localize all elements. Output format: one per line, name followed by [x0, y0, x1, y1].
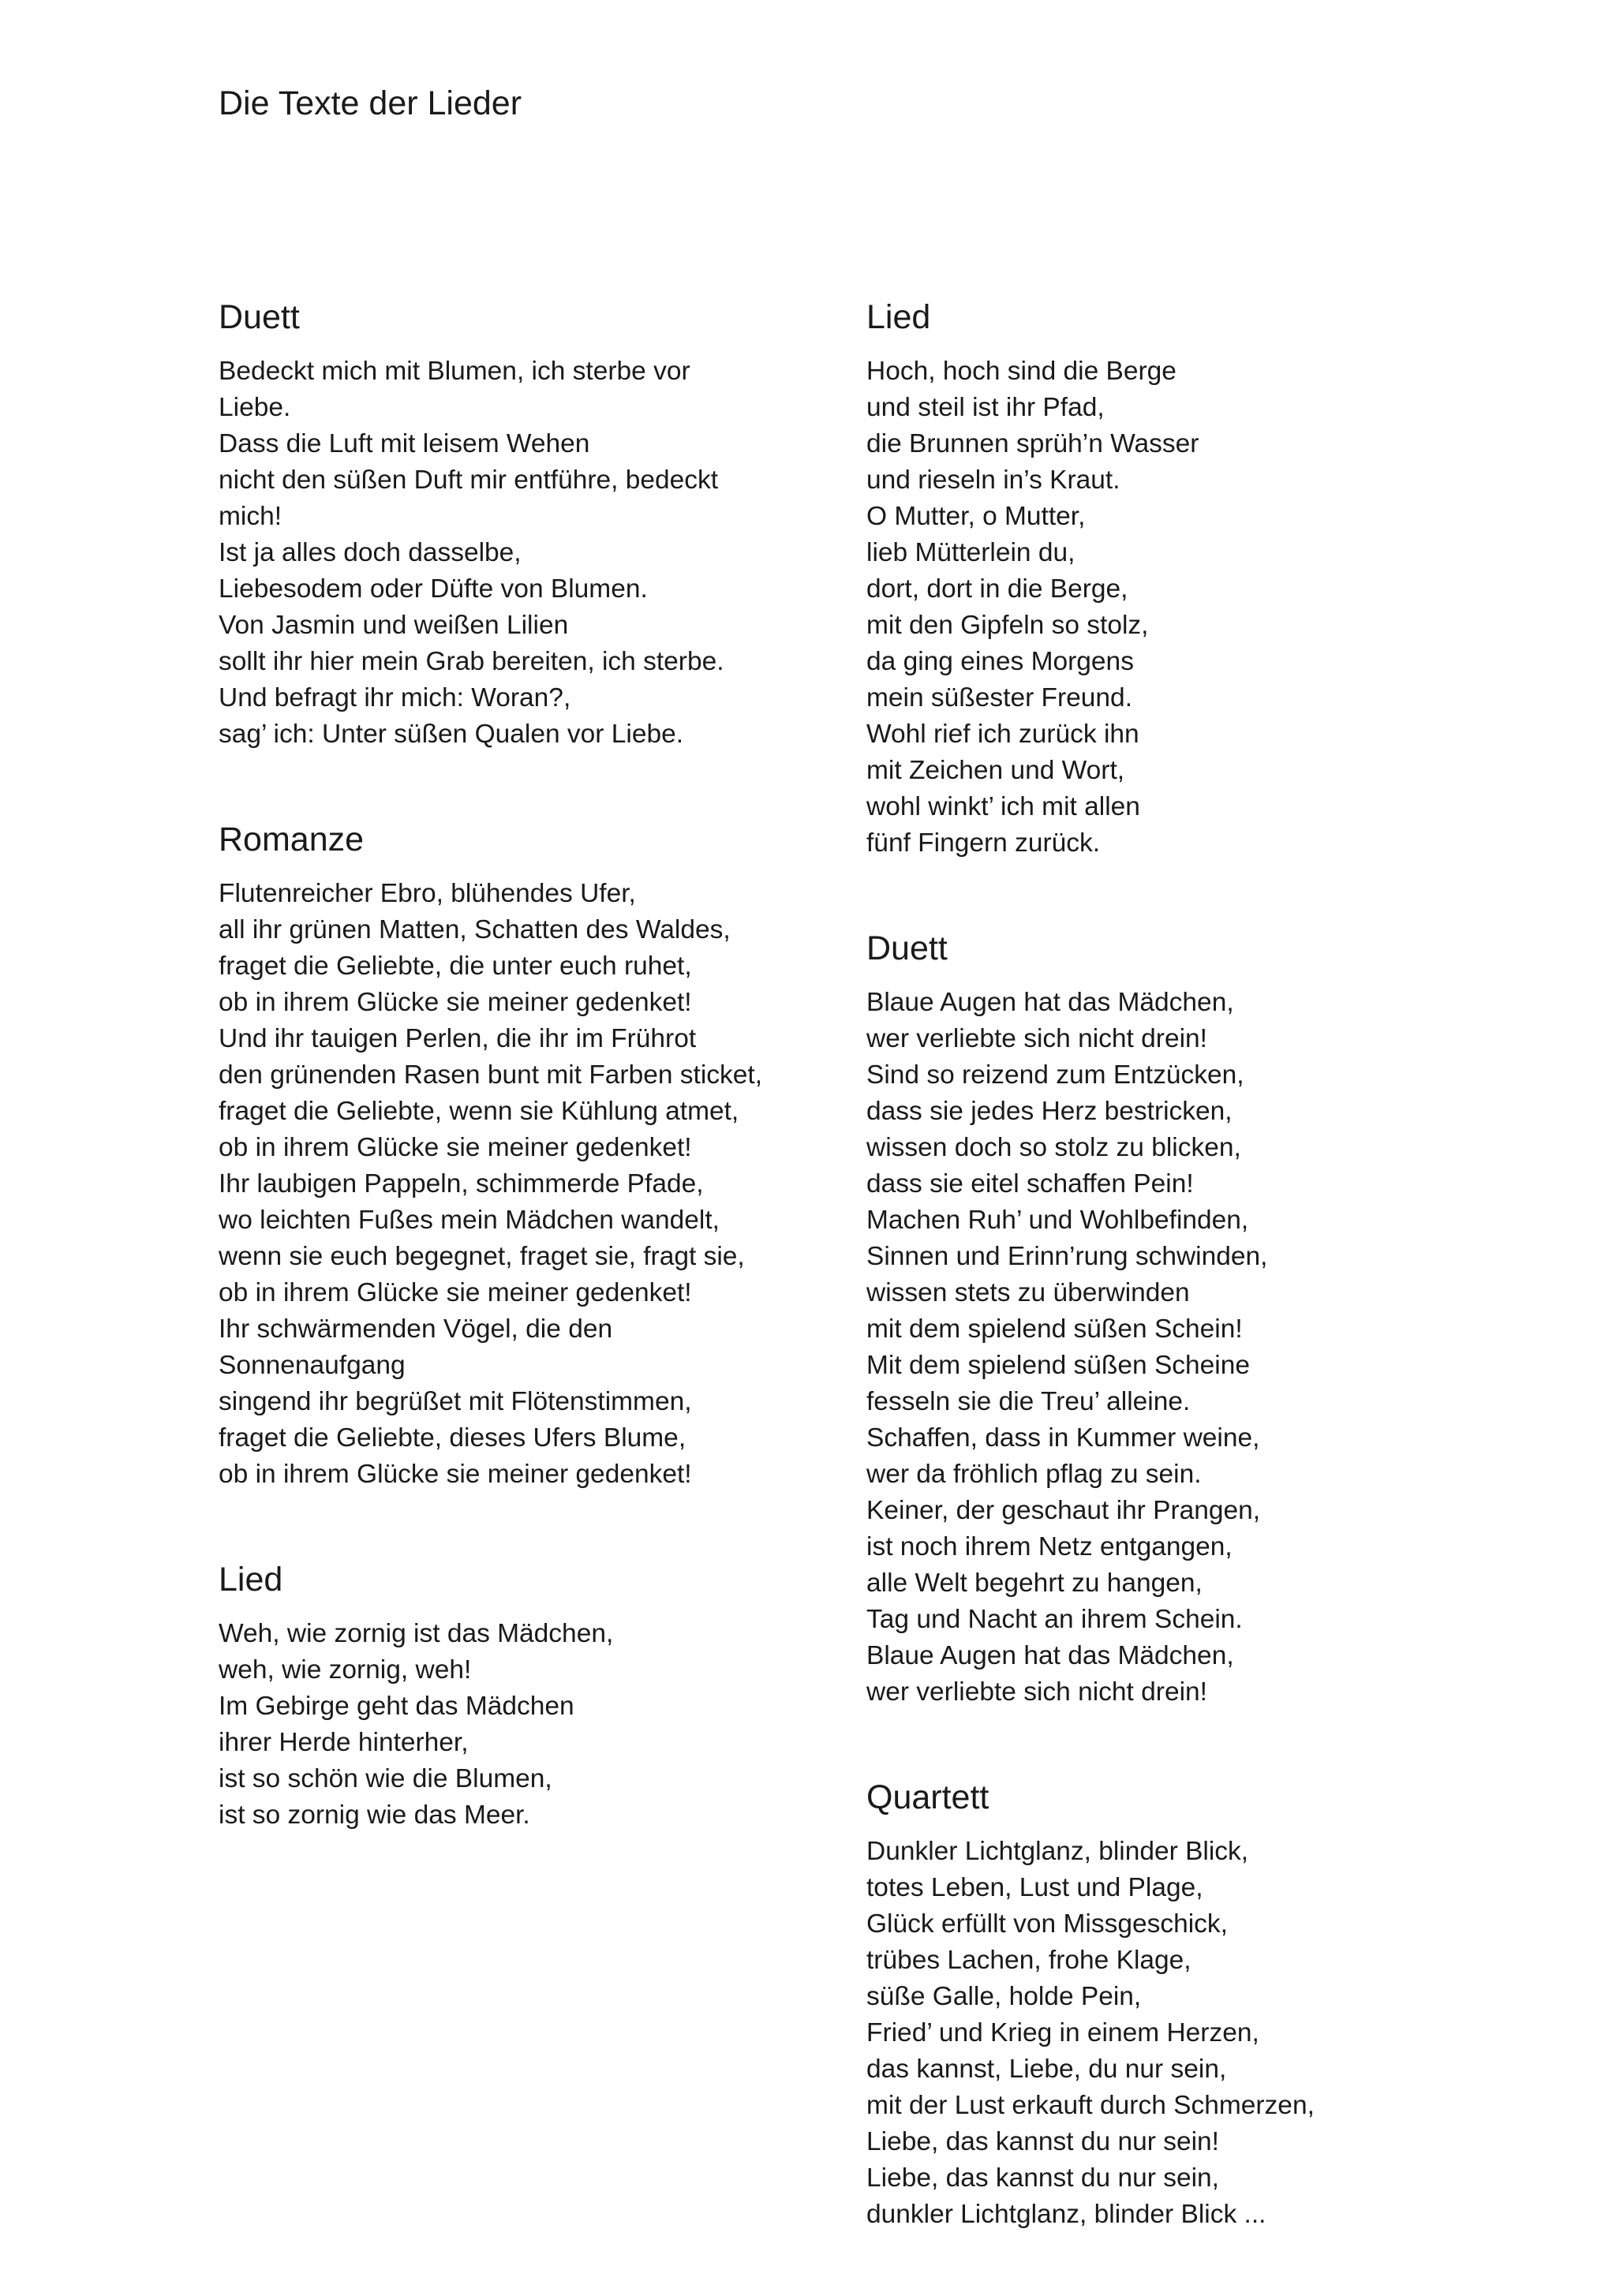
lyric-line: fraget die Geliebte, dieses Ufers Blume,	[219, 1423, 686, 1453]
lyric-line: Ihr laubigen Pappeln, schimmerde Pfade,	[219, 1169, 704, 1198]
lyric-line: wenn sie euch begegnet, fraget sie, fragt sie,	[219, 1242, 745, 1271]
lyric-line: ist noch ihrem Netz entgangen,	[866, 1532, 1233, 1561]
lyric-line: dass sie jedes Herz bestricken,	[866, 1097, 1233, 1126]
song-heading: Duett	[219, 298, 300, 336]
lyric-line: wissen doch so stolz zu blicken,	[866, 1133, 1241, 1162]
lyric-line: Fried’ und Krieg in einem Herzen,	[866, 2018, 1259, 2047]
song-duett-2	[866, 925, 1490, 1711]
lyric-line: wo leichten Fußes mein Mädchen wandelt,	[219, 1206, 720, 1235]
lyric-line: dort, dort in die Berge,	[866, 574, 1128, 604]
lyric-line: weh, wie zornig, weh!	[219, 1655, 472, 1685]
song-heading: Duett	[866, 929, 948, 967]
lyric-line: Flutenreicher Ebro, blühendes Ufer,	[219, 879, 636, 908]
lyric-line: fraget die Geliebte, wenn sie Kühlung atmet,	[219, 1097, 739, 1126]
lyric-line: lieb Mütterlein du,	[866, 538, 1075, 567]
song-heading: Lied	[866, 298, 931, 336]
lyric-line: dass sie eitel schaffen Pein!	[866, 1169, 1194, 1198]
lyric-line: Mit dem spielend süßen Scheine	[866, 1351, 1251, 1380]
lyric-line: wer da fröhlich pflag zu sein.	[866, 1460, 1202, 1489]
song-lyrics	[866, 353, 1490, 862]
right-column	[866, 294, 1490, 2296]
lyric-line: fraget die Geliebte, die unter euch ruhet,	[219, 952, 692, 981]
lyric-line: Und befragt ihr mich: Woran?,	[219, 683, 571, 712]
lyric-line: mich!	[219, 502, 282, 531]
lyric-line: Liebe, das kannst du nur sein,	[866, 2163, 1219, 2193]
lyric-line: Und ihr tauigen Perlen, die ihr im Frührot	[219, 1024, 697, 1053]
lyric-line: ob in ihrem Glücke sie meiner gedenket!	[219, 1278, 692, 1307]
lyric-line: und steil ist ihr Pfad,	[866, 393, 1105, 422]
lyric-line: mit den Gipfeln so stolz,	[866, 611, 1149, 640]
lyric-line: Wohl rief ich zurück ihn	[866, 720, 1139, 749]
lyric-line: Bedeckt mich mit Blumen, ich sterbe vor	[219, 357, 690, 386]
song-lied-1	[219, 1556, 842, 1834]
lyric-line: Hoch, hoch sind die Berge	[866, 357, 1176, 386]
lyric-line: sag’ ich: Unter süßen Qualen vor Liebe.	[219, 720, 684, 749]
lyric-line: ob in ihrem Glücke sie meiner gedenket!	[219, 1460, 692, 1489]
lyric-line: Sonnenaufgang	[219, 1351, 406, 1380]
lyric-line: dunkler Lichtglanz, blinder Blick ...	[866, 2200, 1266, 2229]
song-lyrics	[866, 1834, 1490, 2233]
lyric-line: sollt ihr hier mein Grab bereiten, ich sterbe.	[219, 647, 724, 676]
page-title: Die Texte der Lieder	[219, 84, 522, 122]
lyric-line: Blaue Augen hat das Mädchen,	[866, 988, 1234, 1017]
lyric-line: Blaue Augen hat das Mädchen,	[866, 1641, 1234, 1670]
lyric-line: Ihr schwärmenden Vögel, die den	[219, 1314, 613, 1344]
song-heading: Lied	[219, 1561, 283, 1599]
lyric-line: Keiner, der geschaut ihr Prangen,	[866, 1496, 1261, 1525]
lyric-line: den grünenden Rasen bunt mit Farben sticket,	[219, 1060, 763, 1090]
lyric-line: und rieseln in’s Kraut.	[866, 466, 1120, 495]
song-romanze	[219, 816, 842, 1493]
song-duett-1	[219, 294, 842, 753]
lyric-line: Ist ja alles doch dasselbe,	[219, 538, 522, 567]
lyric-line: ob in ihrem Glücke sie meiner gedenket!	[219, 1133, 692, 1162]
lyric-line: Machen Ruh’ und Wohlbefinden,	[866, 1206, 1249, 1235]
lyric-line: mit der Lust erkauft durch Schmerzen,	[866, 2091, 1315, 2120]
lyric-line: Dunkler Lichtglanz, blinder Blick,	[866, 1837, 1249, 1866]
lyric-line: Dass die Luft mit leisem Wehen	[219, 429, 590, 458]
song-heading: Quartett	[866, 1778, 989, 1816]
lyric-line: alle Welt begehrt zu hangen,	[866, 1569, 1203, 1598]
lyric-line: fünf Fingern zurück.	[866, 828, 1101, 858]
lyric-line: ihrer Herde hinterher,	[219, 1728, 469, 1757]
lyric-line: da ging eines Morgens	[866, 647, 1134, 676]
lyric-line: nicht den süßen Duft mir entführe, bedeckt	[219, 466, 719, 495]
lyric-line: Liebe.	[219, 393, 291, 422]
lyric-line: Glück erfüllt von Missgeschick,	[866, 1909, 1228, 1939]
song-lyrics	[219, 353, 842, 753]
lyric-line: ist so zornig wie das Meer.	[219, 1801, 530, 1830]
lyric-line: mit dem spielend süßen Schein!	[866, 1314, 1243, 1344]
lyric-line: Liebesodem oder Düfte von Blumen.	[219, 574, 648, 604]
lyric-line: Weh, wie zornig ist das Mädchen,	[219, 1619, 614, 1648]
lyric-line: Im Gebirge geht das Mädchen	[219, 1692, 574, 1721]
song-quartett	[866, 1774, 1490, 2233]
lyric-line: ob in ihrem Glücke sie meiner gedenket!	[219, 988, 692, 1017]
lyric-line: Liebe, das kannst du nur sein!	[866, 2127, 1219, 2156]
lyric-line: Von Jasmin und weißen Lilien	[219, 611, 569, 640]
lyric-line: mein süßester Freund.	[866, 683, 1132, 712]
lyric-line: totes Leben, Lust und Plage,	[866, 1873, 1203, 1902]
lyric-line: singend ihr begrüßet mit Flötenstimmen,	[219, 1387, 692, 1416]
lyric-line: ist so schön wie die Blumen,	[219, 1764, 552, 1793]
lyric-line: wer verliebte sich nicht drein!	[866, 1677, 1207, 1707]
lyric-line: mit Zeichen und Wort,	[866, 756, 1125, 785]
lyric-line: O Mutter, o Mutter,	[866, 502, 1086, 531]
song-lied-2	[866, 294, 1490, 862]
lyric-line: süße Galle, holde Pein,	[866, 1982, 1142, 2011]
lyric-line: Sinnen und Erinn’rung schwinden,	[866, 1242, 1268, 1271]
lyric-line: wohl winkt’ ich mit allen	[866, 792, 1140, 821]
lyric-line: trübes Lachen, frohe Klage,	[866, 1946, 1191, 1975]
song-lyrics	[866, 985, 1490, 1711]
lyric-line: Tag und Nacht an ihrem Schein.	[866, 1605, 1243, 1634]
left-column	[219, 294, 842, 1897]
lyric-line: wer verliebte sich nicht drein!	[866, 1024, 1207, 1053]
lyric-line: das kannst, Liebe, du nur sein,	[866, 2055, 1227, 2084]
lyric-line: Sind so reizend zum Entzücken,	[866, 1060, 1244, 1090]
lyric-line: all ihr grünen Matten, Schatten des Waldes,	[219, 915, 731, 944]
song-heading: Romanze	[219, 821, 365, 858]
song-lyrics	[219, 1616, 842, 1834]
song-lyrics	[219, 876, 842, 1493]
lyric-line: wissen stets zu überwinden	[866, 1278, 1190, 1307]
lyric-line: fesseln sie die Treu’ alleine.	[866, 1387, 1191, 1416]
lyric-line: Schaffen, dass in Kummer weine,	[866, 1423, 1260, 1453]
lyric-line: die Brunnen sprüh’n Wasser	[866, 429, 1199, 458]
